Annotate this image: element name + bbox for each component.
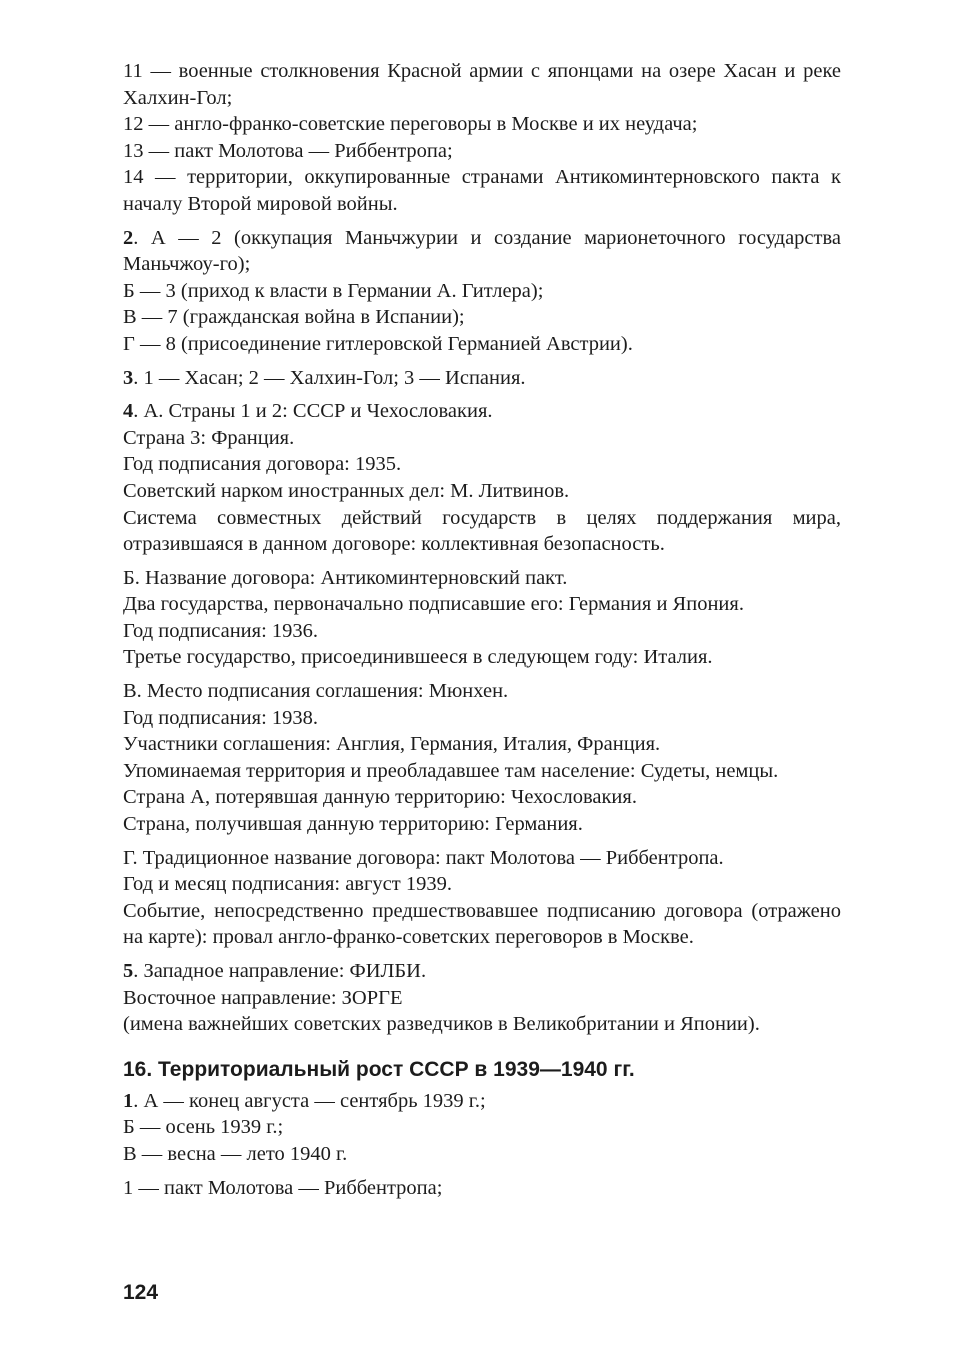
answer-4c-line-5: Страна А, потерявшая данную территорию: Чехословакия. (123, 786, 637, 809)
legend-item-12: 12 — англо-франко-советские переговоры в Москве и их неудача; (123, 113, 698, 136)
answer-4a-line-1 (123, 398, 841, 425)
answer-4a-line-4: Советский нарком иностранных дел: М. Литвинов. (123, 479, 570, 502)
section-16-answer-1-number: 1 (123, 1089, 134, 1112)
legend-item-13: 13 — пакт Молотова — Риббентропа; (123, 139, 453, 162)
answer-2 (123, 225, 841, 358)
answer-2-number: 2 (123, 226, 134, 249)
answer-4d (123, 845, 841, 951)
answer-3 (123, 365, 841, 392)
answer-4d-line-3: Событие, непосредственно предшествовавшее подписанию договора (отражено на карте): провал англо-франко-советских переговоров в Москве. (123, 899, 841, 949)
section-16-legend-item-1: 1 — пакт Молотова — Риббентропа; (123, 1176, 443, 1199)
answer-5-line-1 (123, 958, 841, 985)
answer-4b-line-2: Два государства, первоначально подписавшие его: Германия и Япония. (123, 593, 744, 616)
answer-5-line-2: Восточное направление: ЗОРГЕ (123, 986, 403, 1009)
answer-5-number: 5 (123, 960, 134, 982)
answer-4b-line-4: Третье государство, присоединившееся в следующем году: Италия. (123, 646, 713, 669)
answer-4c (123, 678, 841, 838)
answer-2-line-d: Г — 8 (присоединение гитлеровской Германией Австрии). (123, 332, 633, 355)
map-legend-continuation (123, 58, 841, 218)
answer-2-text-a: . А — 2 (оккупация Маньчжурии и создание марионеточного государства Маньчжоу-го); (123, 226, 841, 276)
answer-5-line-3: (имена важнейших советских разведчиков в Великобритании и Японии). (123, 1013, 760, 1036)
answer-4a-line-2: Страна 3: Франция. (123, 426, 295, 449)
answer-3-number: 3 (123, 366, 134, 389)
section-16-answer-1-line-1 (123, 1088, 841, 1115)
section-16-answer-1-line-2: Б — осень 1939 г.; (123, 1116, 284, 1139)
answer-4c-line-3: Участники соглашения: Англия, Германия, Италия, Франция. (123, 733, 661, 756)
legend-item-14: 14 — территории, оккупированные странами Антикоминтерновского пакта к началу Второй мировой войны. (123, 166, 841, 215)
answer-4b-line-1: Б. Название договора: Антикоминтерновский пакт. (123, 566, 568, 589)
page-content (123, 58, 841, 1201)
section-16-answer-1 (123, 1088, 841, 1168)
answer-2-line-c: В — 7 (гражданская война в Испании); (123, 306, 465, 329)
answer-4c-line-6: Страна, получившая данную территорию: Германия. (123, 813, 583, 836)
answer-5-text-1: . Западное направление: ФИЛБИ. (133, 960, 427, 982)
page-number: 124 (123, 1281, 159, 1304)
section-16-answer-1-text-1: . А — конец августа — сентябрь 1939 г.; (133, 1089, 486, 1112)
answer-4c-line-1: В. Место подписания соглашения: Мюнхен. (123, 680, 509, 703)
section-16-legend (123, 1175, 841, 1202)
legend-item-11: 11 — военные столкновения Красной армии с японцами на озере Хасан и реке Халхин-Гол; (123, 60, 841, 109)
answer-2-line-a (123, 225, 841, 278)
answer-3-text: . 1 — Хасан; 2 — Халхин-Гол; 3 — Испания. (133, 366, 526, 389)
answer-4b-line-3: Год подписания: 1936. (123, 619, 319, 642)
section-heading: 16. Территориальный рост СССР в 1939—1940 гг. (123, 1057, 635, 1081)
answer-2-line-b: Б — 3 (приход к власти в Германии А. Гитлера); (123, 279, 544, 302)
section-16-answer-1-line-3: В — весна — лето 1940 г. (123, 1142, 348, 1165)
answer-4d-line-1: Г. Традиционное название договора: пакт Молотова — Риббентропа. (123, 846, 724, 869)
answer-4-number: 4 (123, 400, 134, 423)
answer-4a-line-3: Год подписания договора: 1935. (123, 453, 402, 476)
answer-4c-line-4: Упоминаемая территория и преобладавшее там население: Судеты, немцы. (123, 759, 779, 782)
answer-4c-line-2: Год подписания: 1938. (123, 706, 319, 729)
answer-4b (123, 565, 841, 671)
answer-4d-line-2: Год и месяц подписания: август 1939. (123, 873, 452, 896)
answer-3-line (123, 365, 841, 392)
answer-5 (123, 958, 841, 1038)
answer-4a-line-5: Система совместных действий государств в целях поддержания мира, отразившаяся в данном договоре: коллективная безопасность. (123, 506, 841, 556)
answer-4a-text-1: . А. Страны 1 и 2: СССР и Чехословакия. (133, 400, 493, 423)
answer-4a (123, 398, 841, 558)
